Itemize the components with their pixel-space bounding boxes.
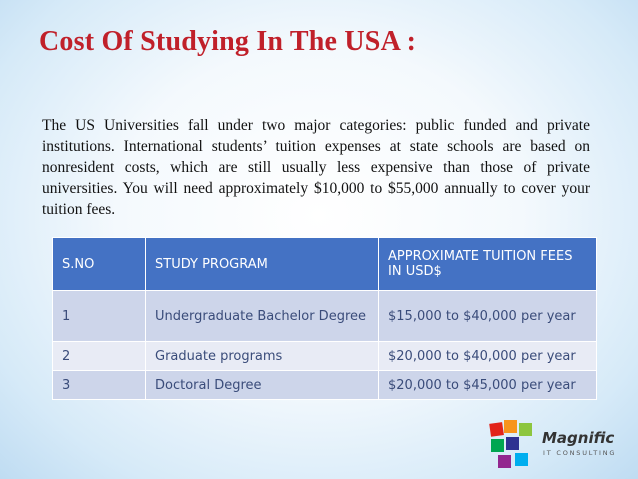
company-logo [488,419,628,473]
table-row [53,371,597,400]
cell-sno: 3 [53,371,146,400]
cell-sno: 2 [53,342,146,371]
cell-program: Doctoral Degree [146,371,379,400]
slide-title: Cost Of Studying In The USA : [39,26,417,57]
cell-program: Undergraduate Bachelor Degree [146,291,379,342]
cell-program: Graduate programs [146,342,379,371]
intro-paragraph: The US Universities fall under two major categories: public funded and private institutions. International students’ tuition expenses at state schools are based on nonresident costs, which are still usually less expensive than those of private universities. You will need approximately $10,000 to $55,000 annually to cover your tuition fees. [42,117,590,218]
cell-fees: $15,000 to $40,000 per year [379,291,597,342]
header-tuition-fees: APPROXIMATE TUITION FEES IN USD$ [379,238,597,291]
tuition-table [52,237,597,400]
table-row [53,342,597,371]
cell-fees: $20,000 to $40,000 per year [379,342,597,371]
table-header-row [53,238,597,291]
cube-logo-icon [488,419,536,473]
header-study-program: STUDY PROGRAM [146,238,379,291]
table-row [53,291,597,342]
logo-tagline: IT CONSULTING [543,449,617,457]
cell-sno: 1 [53,291,146,342]
cell-fees: $20,000 to $45,000 per year [379,371,597,400]
logo-name: Magnific [542,429,615,447]
header-sno: S.NO [53,238,146,291]
